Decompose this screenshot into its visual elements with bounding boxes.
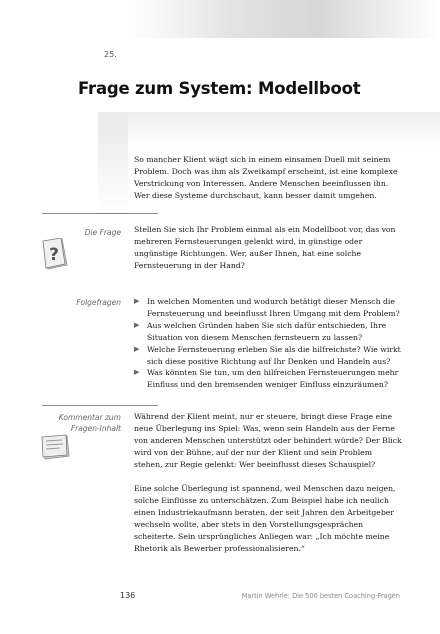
chapter-number: 25.	[104, 50, 117, 59]
question-mark-icon	[40, 238, 70, 274]
list-item: ▶ In welchen Momenten und wodurch betätigt dieser Mensch die Fernsteuerung und beeinflusst Ihren Umgang mit dem Problem?	[134, 297, 400, 318]
footer-credit: Martin Wehrle: Die 500 besten Coaching-Fragen	[241, 592, 400, 600]
list-item: ▶ Welche Fernsteuerung erleben Sie als die hilfreichste? Wie wirkt sich diese positive Richtung auf Ihr Denken und Handeln aus?	[134, 344, 401, 366]
section-divider	[42, 213, 158, 214]
list-item: ▶ Was könnten Sie tun, um den hilfreichen Fernsteuerungen mehr Einfluss und den bremsenden weniger Einfluss einzuräumen?	[134, 368, 399, 390]
bullet-triangle-icon: ▶	[134, 344, 140, 353]
commentary-paragraph-1: Während der Klient meint, nur er steuere, bringt diese Frage eine neue Überlegung ins Spiel: Was, wenn sein Handeln aus der Ferne von anderen Menschen unterstützt oder behindert würde? Der Blick wird von der Bühne, auf der nur der Klient und sein Problem stehen, zur Regie gelenkt: Wer beeinflusst dieses Schauspiel?	[134, 412, 402, 469]
bullet-triangle-icon: ▶	[134, 368, 140, 377]
commentary-label: Kommentar zum Fragen-Inhalt	[58, 413, 121, 433]
question-text: Stellen Sie sich Ihr Problem einmal als ein Modellboot vor, das von mehreren Fernsteuerungen gelenkt wird, in günstige oder ungünstige Richtungen. Wer, außer Ihnen, hat eine solche Fernsteuerung in der Hand?	[134, 225, 396, 270]
bullet-triangle-icon: ▶	[134, 297, 140, 305]
section-divider	[42, 405, 158, 406]
commentary-paragraph-2: Eine solche Überlegung ist spannend, weil Menschen dazu neigen, solche Einflüsse zu unterschätzen. Zum Beispiel habe ich neulich einen Industriekaufmann beraten, der seit Jahren den Arbeitgeber wechseln wollte, aber stets in den Vorstellungsgesprächen scheiterte. Sein ursprüngliches Anliegen war: „Ich möchte meine Rhetorik als Bewerber professionalisieren.“	[134, 484, 396, 553]
page-title: Frage zum System: Modellboot	[78, 79, 361, 98]
bullet-triangle-icon: ▶	[134, 320, 140, 329]
question-label: Die Frage	[84, 228, 121, 237]
page-number: 136	[120, 591, 136, 600]
intro-shade	[98, 112, 440, 148]
document-icon	[40, 434, 72, 464]
followup-list	[134, 296, 404, 391]
header-shade	[128, 0, 440, 38]
svg-text:?: ?	[49, 245, 59, 265]
intro-paragraph: So mancher Klient wägt sich in einem einsamen Duell mit seinem Problem. Doch was ihm als Zweikampf erscheint, ist eine komplexe Verstrickung von Interessen. Andere Menschen beeinflussen ihn. Wer diese Systeme durchschaut, kann besser damit umgehen.	[134, 155, 398, 200]
list-item: ▶ Aus welchen Gründen haben Sie sich dafür entschieden, Ihre Situation von diesem Menschen fernsteuern zu lassen?	[134, 320, 387, 342]
followups-label: Folgefragen	[76, 298, 121, 307]
